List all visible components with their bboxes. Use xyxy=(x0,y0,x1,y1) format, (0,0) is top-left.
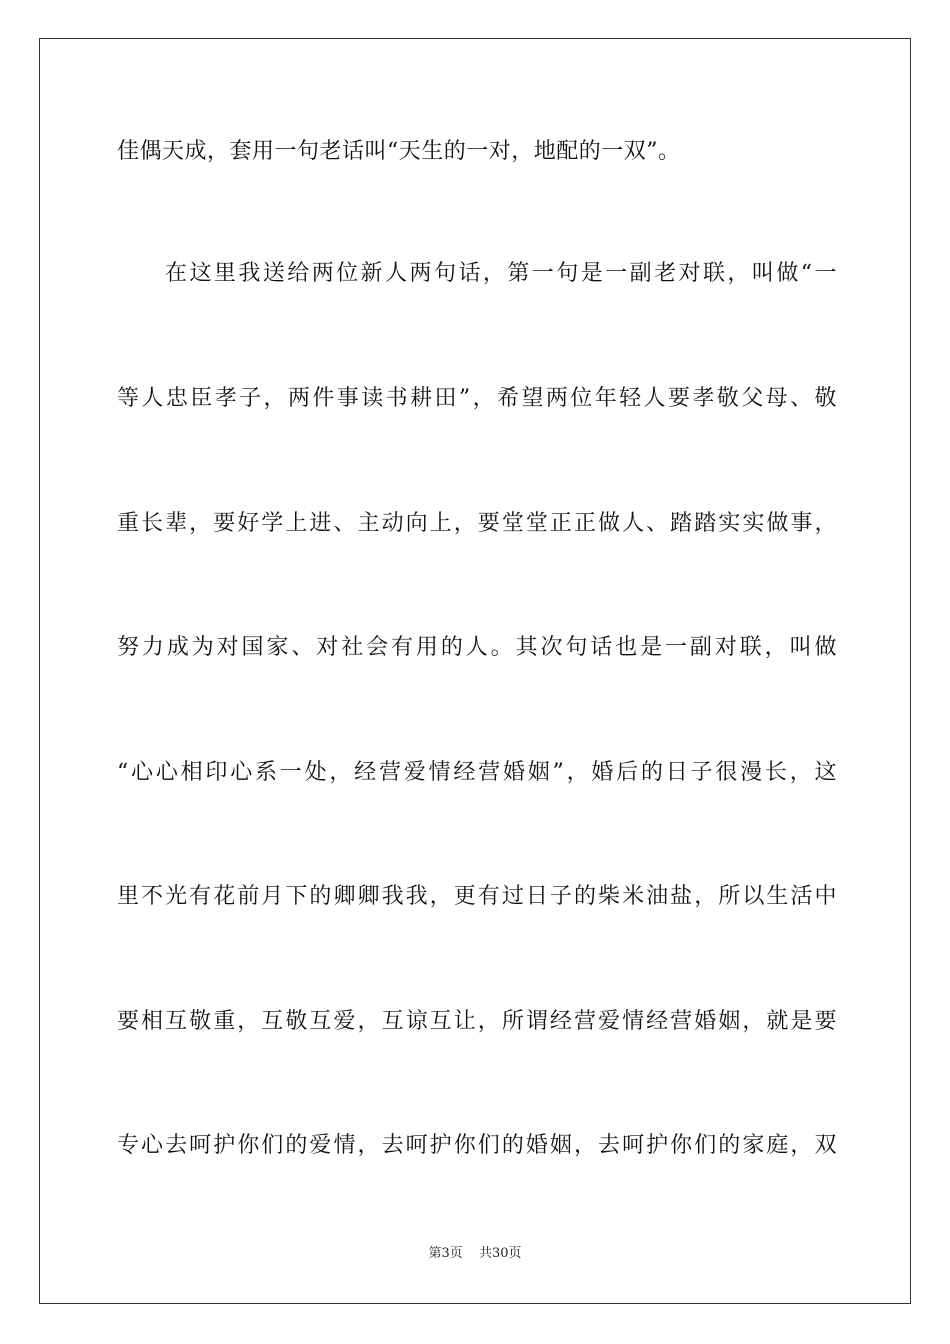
text-line-6: “心心相印心系一处，经营爱情经营婚姻”，婚后的日子很漫长，这 xyxy=(117,760,837,785)
text-line-9: 专心去呵护你们的爱情，去呵护你们的婚姻，去呵护你们的家庭，双 xyxy=(117,1133,837,1158)
text-line-8: 要相互敬重，互敬互爱，互谅互让，所谓经营爱情经营婚姻，就是要 xyxy=(117,1009,837,1034)
page-number: 第3页 xyxy=(428,1246,463,1261)
text-line-4: 重长辈，要好学上进、主动向上，要堂堂正正做人、踏踏实实做事， xyxy=(117,511,837,536)
text-line-2: 在这里我送给两位新人两句话，第一句是一副老对联，叫做“一 xyxy=(165,261,837,286)
page-frame xyxy=(39,38,911,1304)
page-total: 共30页 xyxy=(478,1246,522,1261)
text-line-3: 等人忠臣孝子，两件事读书耕田”，希望两位年轻人要孝敬父母、敬 xyxy=(117,386,837,411)
page-footer xyxy=(0,1244,950,1264)
text-line-7: 里不光有花前月下的卿卿我我，更有过日子的柴米油盐，所以生活中 xyxy=(117,884,837,909)
text-line-1: 佳偶天成，套用一句老话叫“天生的一对，地配的一双”。 xyxy=(117,139,681,164)
text-line-5: 努力成为对国家、对社会有用的人。其次句话也是一副对联，叫做 xyxy=(117,635,837,660)
